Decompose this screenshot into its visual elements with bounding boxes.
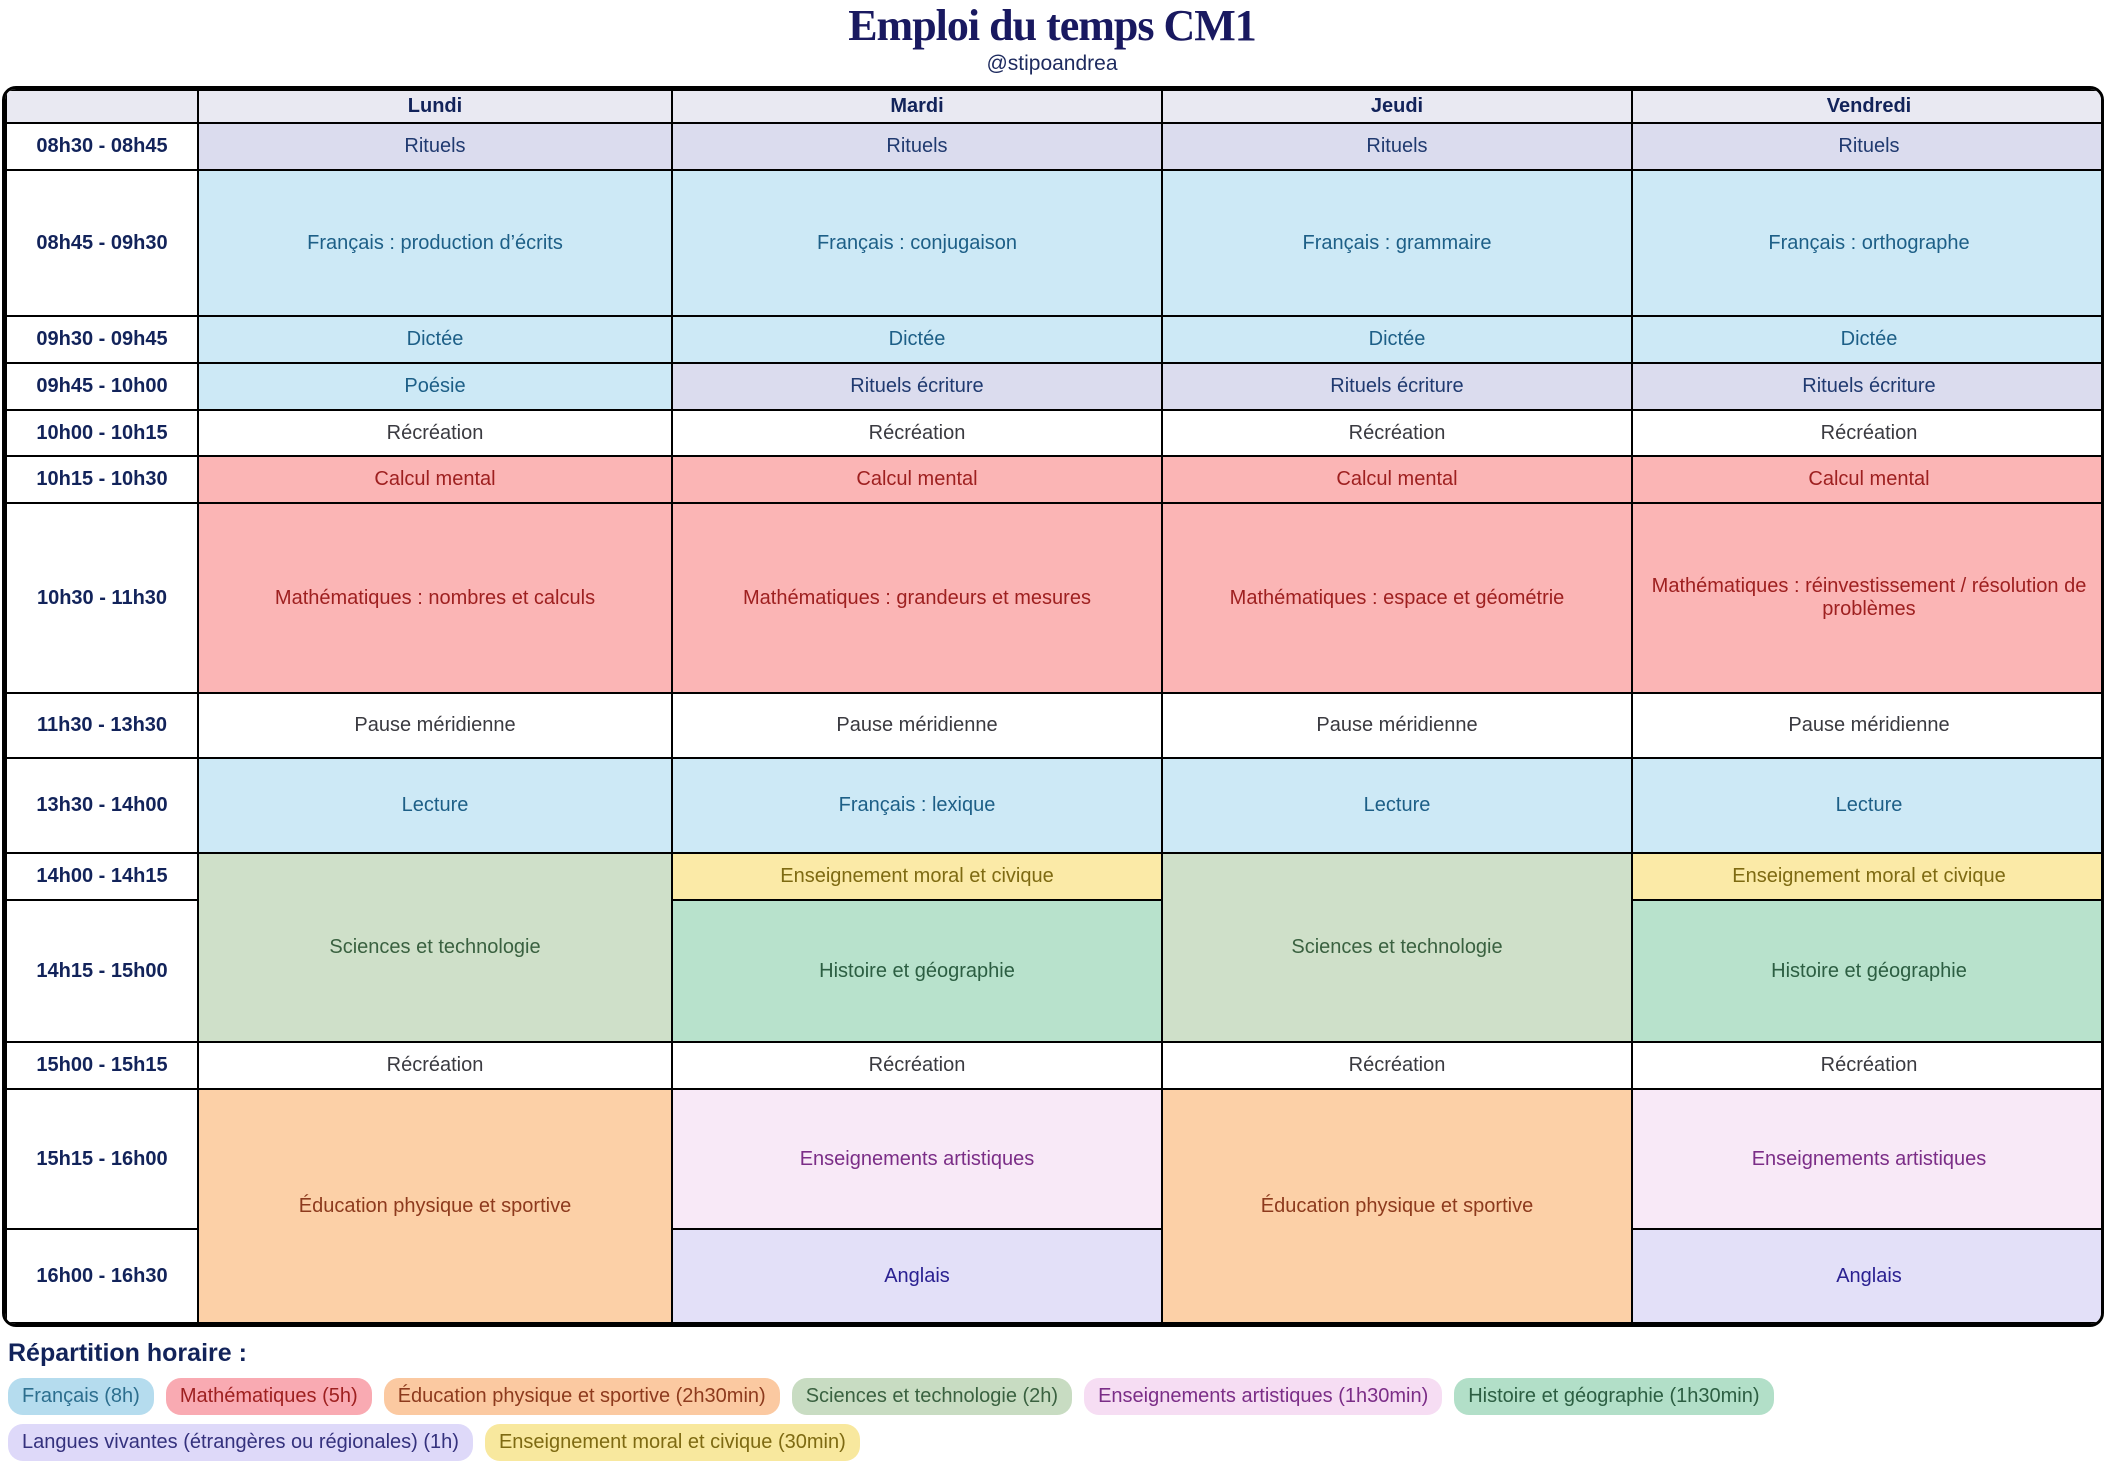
time-slot: 15h00 - 15h15 [6,1042,198,1089]
schedule-cell: Enseignements artistiques [672,1089,1162,1229]
legend-pill: Enseignement moral et civique (30min) [485,1424,860,1461]
time-slot: 10h15 - 10h30 [6,456,198,503]
schedule-cell: Mathématiques : nombres et calculs [198,503,672,693]
schedule-cell: Histoire et géographie [1632,900,2104,1042]
schedule-cell: Rituels [672,123,1162,170]
corner-cell [6,90,198,123]
schedule-cell: Rituels [1632,123,2104,170]
day-header-mardi: Mardi [672,90,1162,123]
time-slot: 16h00 - 16h30 [6,1229,198,1323]
schedule-cell: Pause méridienne [198,693,672,758]
legend-pill: Français (8h) [8,1378,154,1415]
time-slot: 11h30 - 13h30 [6,693,198,758]
legend-pill: Langues vivantes (étrangères ou régionales) (1h) [8,1424,473,1461]
schedule-cell: Lecture [1632,758,2104,853]
schedule-cell: Récréation [1162,1042,1632,1089]
legend-pill: Sciences et technologie (2h) [792,1378,1072,1415]
time-slot: 15h15 - 16h00 [6,1089,198,1229]
schedule-cell: Dictée [1632,316,2104,363]
schedule-cell: Français : grammaire [1162,170,1632,316]
schedule-cell: Calcul mental [1162,456,1632,503]
time-slot: 09h30 - 09h45 [6,316,198,363]
schedule-cell: Éducation physique et sportive [1162,1089,1632,1323]
legend-pill: Enseignements artistiques (1h30min) [1084,1378,1442,1415]
schedule-cell: Lecture [1162,758,1632,853]
schedule-cell: Français : orthographe [1632,170,2104,316]
schedule-cell: Enseignement moral et civique [672,853,1162,900]
schedule-cell: Récréation [198,1042,672,1089]
schedule-cell: Rituels écriture [1632,363,2104,410]
schedule-cell: Histoire et géographie [672,900,1162,1042]
legend-pill: Histoire et géographie (1h30min) [1454,1378,1773,1415]
schedule-cell: Pause méridienne [672,693,1162,758]
time-slot: 08h45 - 09h30 [6,170,198,316]
timetable [2,86,2104,1327]
schedule-cell: Mathématiques : grandeurs et mesures [672,503,1162,693]
schedule-cell: Anglais [1632,1229,2104,1323]
schedule-cell: Français : conjugaison [672,170,1162,316]
schedule-cell: Français : production d’écrits [198,170,672,316]
legend [8,1339,2096,1461]
schedule-cell: Pause méridienne [1162,693,1632,758]
schedule-cell: Sciences et technologie [198,853,672,1042]
day-header-lundi: Lundi [198,90,672,123]
schedule-cell: Récréation [672,410,1162,456]
schedule-cell: Enseignement moral et civique [1632,853,2104,900]
time-slot: 10h30 - 11h30 [6,503,198,693]
legend-pill: Éducation physique et sportive (2h30min) [384,1378,780,1415]
schedule-cell: Calcul mental [672,456,1162,503]
schedule-cell: Récréation [1632,410,2104,456]
time-slot: 13h30 - 14h00 [6,758,198,853]
schedule-cell: Calcul mental [198,456,672,503]
day-header-jeudi: Jeudi [1162,90,1632,123]
schedule-cell: Français : lexique [672,758,1162,853]
schedule-cell: Rituels écriture [1162,363,1632,410]
page-subtitle: @stipoandrea [986,52,1118,75]
schedule-cell: Rituels [1162,123,1632,170]
schedule-cell: Récréation [672,1042,1162,1089]
schedule-cell: Anglais [672,1229,1162,1323]
time-slot: 08h30 - 08h45 [6,123,198,170]
page-title: Emploi du temps CM1 [848,1,1256,50]
schedule-cell: Récréation [1162,410,1632,456]
schedule-cell: Rituels écriture [672,363,1162,410]
schedule-cell: Dictée [672,316,1162,363]
schedule-cell: Récréation [198,410,672,456]
schedule-cell: Dictée [198,316,672,363]
schedule-cell: Dictée [1162,316,1632,363]
time-slot: 14h00 - 14h15 [6,853,198,900]
time-slot: 10h00 - 10h15 [6,410,198,456]
schedule-cell: Mathématiques : réinvestissement / résolution de problèmes [1632,503,2104,693]
schedule-cell: Éducation physique et sportive [198,1089,672,1323]
legend-pill: Mathématiques (5h) [166,1378,372,1415]
schedule-cell: Pause méridienne [1632,693,2104,758]
schedule-cell: Sciences et technologie [1162,853,1632,1042]
schedule-cell: Lecture [198,758,672,853]
schedule-cell: Poésie [198,363,672,410]
schedule-cell: Mathématiques : espace et géométrie [1162,503,1632,693]
schedule-cell: Enseignements artistiques [1632,1089,2104,1229]
legend-pills [8,1378,2088,1461]
time-slot: 14h15 - 15h00 [6,900,198,1042]
schedule-cell: Récréation [1632,1042,2104,1089]
schedule-cell: Rituels [198,123,672,170]
day-header-vendredi: Vendredi [1632,90,2104,123]
schedule-cell: Calcul mental [1632,456,2104,503]
time-slot: 09h45 - 10h00 [6,363,198,410]
legend-title: Répartition horaire : [8,1339,247,1367]
